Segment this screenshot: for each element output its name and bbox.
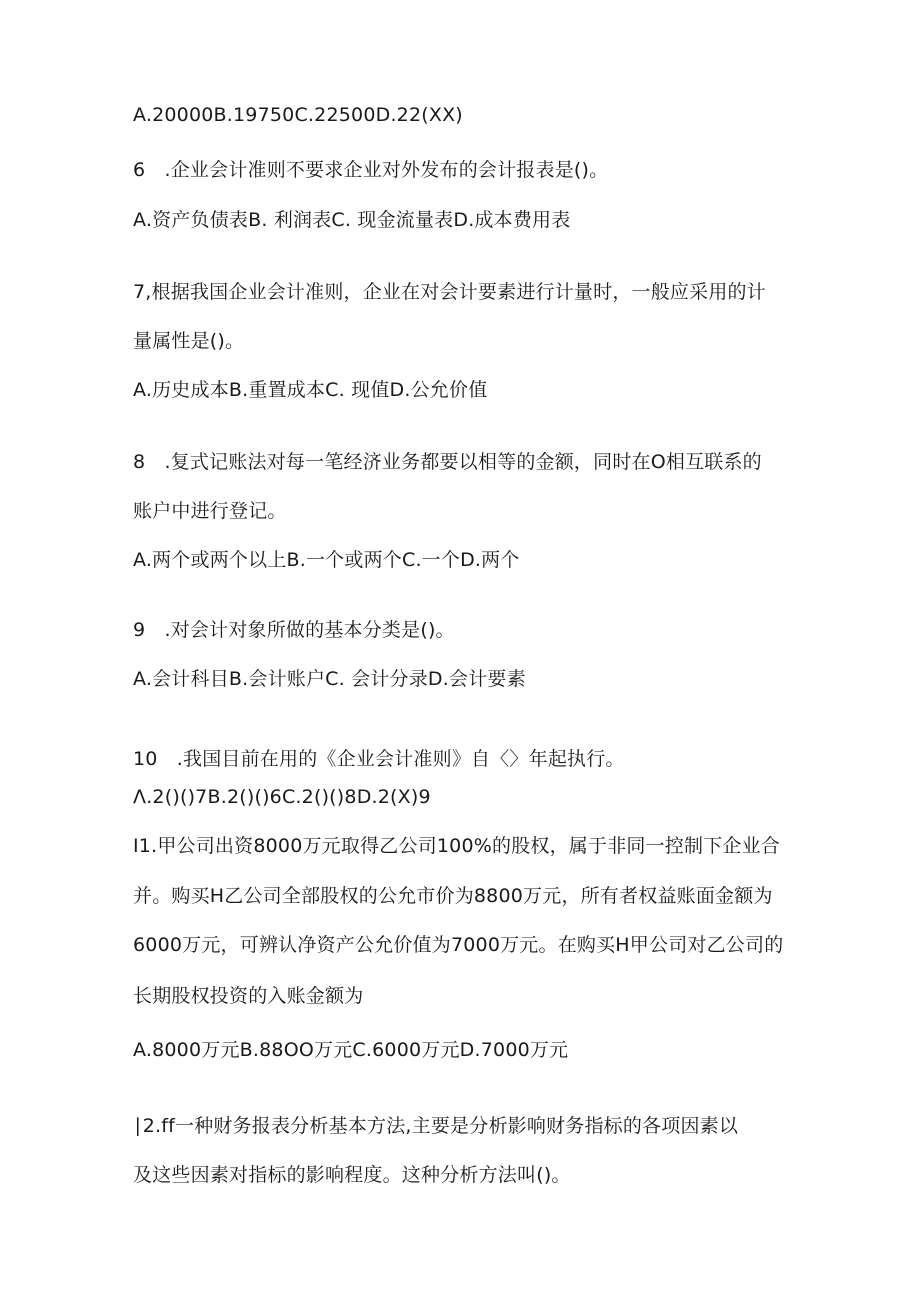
q11-options: A.8000万元B.88OO万元C.6000万元D.7000万元 [133,1039,569,1061]
q6-question: 6 .企业会计准则不要求企业对外发布的会计报表是()。 [133,159,609,181]
q9-question: 9 .对会计对象所做的基本分类是()。 [133,619,455,641]
q12-question-line-2: 及这些因素对指标的影响程度。这种分析方法叫()。 [133,1164,571,1186]
q5-options: A.20000B.19750C.22500D.22(XX) [133,104,463,126]
q11-question-line-1: I1.甲公司出资8000万元取得乙公司100%的股权，属于非同一控制下企业合 [133,835,781,857]
q11-question-line-4: 长期股权投资的入账金额为 [133,985,364,1007]
q10-options: Λ.2()()7B.2()()6C.2()()8D.2(X)9 [133,786,431,808]
q12-question-line-1: ∣2.ff一种财务报表分析基本方法,主要是分析影响财务指标的各项因素以 [133,1115,739,1137]
q9-options: A.会计科目B.会计账户C. 会计分录D.会计要素 [133,668,526,690]
q8-question-line-2: 账户中进行登记。 [133,500,287,522]
q7-options: A.历史成本B.重置成本C. 现值D.公允价值 [133,379,488,401]
q11-question-line-3: 6000万元，可辨认净资产公允价值为7000万元。在购买H甲公司对乙公司的 [133,934,784,956]
q11-question-line-2: 并。购买H乙公司全部股权的公允市价为8800万元，所有者权益账面金额为 [133,885,773,907]
q8-options: A.两个或两个以上B.一个或两个C.一个D.两个 [133,549,520,571]
q6-options: A.资产负债表B. 利润表C. 现金流量表D.成本费用表 [133,209,571,231]
q8-question-line-1: 8 .复式记账法对每一笔经济业务都要以相等的金额，同时在O相互联系的 [133,451,762,473]
q7-question-line-1: 7,根据我国企业会计准则，企业在对会计要素进行计量时，一般应采用的计 [133,281,766,303]
q7-question-line-2: 量属性是()。 [133,330,245,352]
q10-question: 10 .我国目前在用的《企业会计准则》自〈〉年起执行。 [133,748,625,770]
